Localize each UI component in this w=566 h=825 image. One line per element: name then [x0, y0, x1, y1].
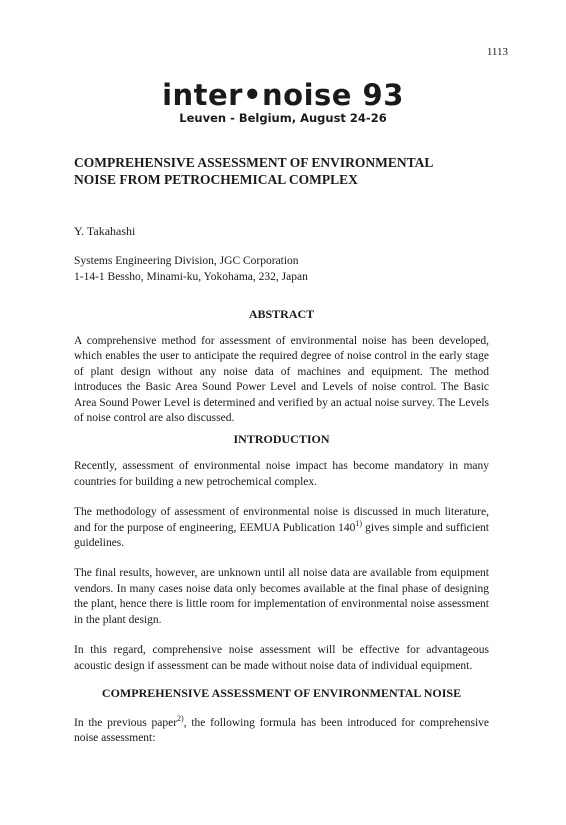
introduction-paragraph-2-text: The methodology of assessment of environmental noise is discussed in much literature, and for the purpose of engineering, EEMUA Publication 140 — [74, 506, 489, 534]
affiliation — [74, 253, 489, 285]
affiliation-line1: Systems Engineering Division, JGC Corporation — [74, 255, 299, 267]
introduction-paragraph-1: Recently, assessment of environmental noise impact has become mandatory in many countries for building a new petrochemical complex. — [74, 460, 489, 488]
conference-title: inter•noise 93 — [162, 78, 404, 112]
introduction-paragraph-2-tail: gives simple and sufficient guidelines. — [74, 521, 489, 550]
paper-title — [74, 154, 489, 188]
comprehensive-assessment-heading: COMPREHENSIVE ASSESSMENT OF ENVIRONMENTAL NOISE — [101, 685, 462, 700]
reference-1-superscript: 1) — [355, 518, 363, 528]
introduction-heading: INTRODUCTION — [233, 432, 330, 447]
paper-title-line1: COMPREHENSIVE ASSESSMENT OF ENVIRONMENTAL — [74, 155, 434, 170]
conference-subtitle: Leuven - Belgium, August 24-26 — [179, 111, 387, 125]
reference-2-superscript: 2) — [177, 714, 184, 724]
abstract-text: A comprehensive method for assessment of environmental noise has been developed, which enables the user to anticipate the required degree of noise control in the early stage of plant design without any noise data of machines and equipment. The method introduces the Basic Area Sound Power Level and Levels of noise control. The Basic Area Sound Power Level is determined and verified by an actual noise survey. The Levels of noise control are also discussed. — [74, 335, 489, 425]
author: Y. Takahashi — [74, 224, 136, 238]
comprehensive-paragraph-1-tail: , the following formula has been introduced for comprehensive noise assessment: — [74, 716, 489, 745]
affiliation-line2: 1-14-1 Bessho, Minami-ku, Yokohama, 232, Japan — [74, 271, 308, 283]
paper-title-line2: NOISE FROM PETROCHEMICAL COMPLEX — [74, 172, 358, 187]
introduction-paragraph-2 — [74, 505, 489, 551]
abstract-heading: ABSTRACT — [248, 307, 315, 321]
comprehensive-paragraph-1-text: In the previous paper — [74, 716, 178, 729]
comprehensive-paragraph-1 — [74, 716, 489, 747]
introduction-paragraph-3: The final results, however, are unknown until all noise data are available from equipment vendors. In many cases noise data only becomes available at the final phase of designing the plant, hence there is little room for implementation of environmental noise assessment in the plant design. — [74, 567, 489, 626]
page-number: 1113 — [486, 46, 508, 58]
paper-body — [74, 154, 489, 747]
introduction-paragraph-4: In this regard, comprehensive noise assessment will be effective for advantageous acoustic design if assessment can be made without noise data of individual equipment. — [74, 644, 489, 672]
